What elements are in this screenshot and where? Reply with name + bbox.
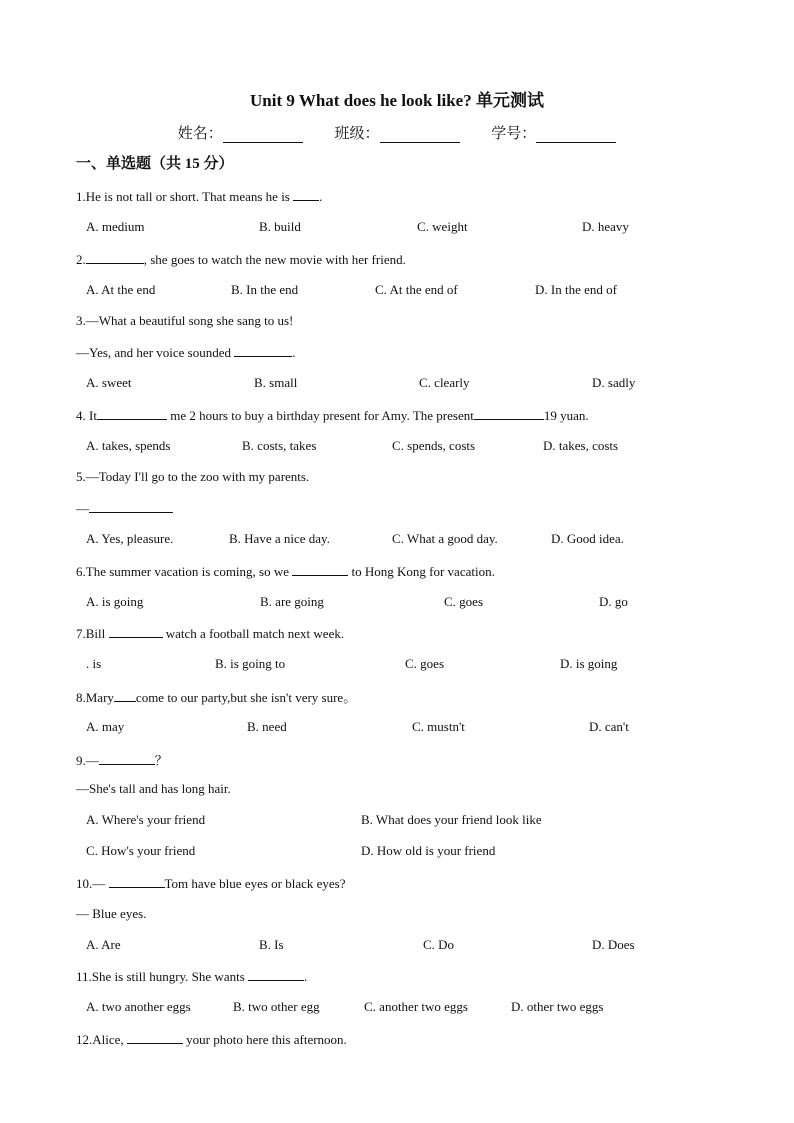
option-4a[interactable]: A. takes, spends bbox=[86, 438, 171, 453]
question-3-line2 bbox=[76, 344, 296, 361]
option-3b[interactable]: B. small bbox=[254, 375, 298, 390]
question-text: ？ bbox=[154, 753, 168, 768]
option-2a[interactable]: A. At the end bbox=[86, 282, 156, 297]
option-9a[interactable]: A. Where's your friend bbox=[86, 812, 206, 827]
option-2d[interactable]: D. In the end of bbox=[535, 282, 617, 297]
name-label: 姓名： bbox=[177, 126, 223, 142]
answer-blank[interactable] bbox=[109, 875, 165, 888]
answer-blank[interactable] bbox=[97, 407, 167, 420]
question-9-line2: —She's tall and has long hair. bbox=[76, 781, 231, 796]
option-5b[interactable]: B. Have a nice day. bbox=[229, 531, 330, 546]
option-2b[interactable]: B. In the end bbox=[231, 282, 299, 297]
student-info-row bbox=[0, 122, 794, 143]
question-text: 10.— bbox=[76, 876, 109, 891]
question-5: 5.—Today I'll go to the zoo with my parents. bbox=[76, 469, 310, 484]
option-8b[interactable]: B. need bbox=[247, 719, 287, 734]
question-8 bbox=[76, 687, 356, 706]
answer-blank[interactable] bbox=[89, 500, 173, 513]
question-text: your photo here this afternoon. bbox=[182, 1032, 347, 1047]
name-field[interactable] bbox=[178, 122, 303, 143]
question-text: 12.Alice, bbox=[76, 1032, 127, 1047]
option-7c[interactable]: C. goes bbox=[405, 656, 444, 671]
option-11c[interactable]: C. another two eggs bbox=[364, 999, 468, 1014]
question-text: come to our party,but she isn't very sure。 bbox=[135, 690, 357, 705]
option-11b[interactable]: B. two other egg bbox=[233, 999, 320, 1014]
option-6c[interactable]: C. goes bbox=[444, 594, 483, 609]
question-5-line2 bbox=[76, 500, 173, 517]
option-8d[interactable]: D. can't bbox=[589, 719, 629, 734]
answer-blank[interactable] bbox=[234, 344, 292, 357]
question-1 bbox=[76, 188, 322, 205]
option-4d[interactable]: D. takes, costs bbox=[543, 438, 619, 453]
option-11a[interactable]: A. two another eggs bbox=[86, 999, 191, 1014]
question-text: Tom have blue eyes or black eyes? bbox=[164, 876, 346, 891]
option-1c[interactable]: C. weight bbox=[417, 219, 468, 234]
option-9c[interactable]: C. How's your friend bbox=[86, 843, 196, 858]
option-5a[interactable]: A. Yes, pleasure. bbox=[86, 531, 174, 546]
name-blank[interactable] bbox=[223, 128, 303, 143]
question-text: watch a football match next week. bbox=[162, 626, 345, 641]
question-text: , she goes to watch the new movie with her friend. bbox=[143, 252, 406, 267]
question-text: 4. It bbox=[76, 408, 97, 423]
question-text: — bbox=[76, 501, 89, 516]
option-7d[interactable]: D. is going bbox=[560, 656, 618, 671]
answer-blank[interactable] bbox=[292, 563, 348, 576]
option-4c[interactable]: C. spends, costs bbox=[392, 438, 476, 453]
answer-blank[interactable] bbox=[248, 968, 304, 981]
option-9d[interactable]: D. How old is your friend bbox=[361, 843, 496, 858]
option-3a[interactable]: A. sweet bbox=[86, 375, 132, 390]
question-7 bbox=[76, 625, 344, 642]
question-2 bbox=[76, 251, 406, 268]
answer-blank[interactable] bbox=[114, 689, 136, 702]
question-text: 19 yuan. bbox=[543, 408, 589, 423]
class-blank[interactable] bbox=[380, 128, 460, 143]
option-5d[interactable]: D. Good idea. bbox=[551, 531, 624, 546]
option-1b[interactable]: B. build bbox=[259, 219, 301, 234]
option-4b[interactable]: B. costs, takes bbox=[242, 438, 317, 453]
option-7b[interactable]: B. is going to bbox=[215, 656, 286, 671]
question-text: 11.She is still hungry. She wants bbox=[76, 969, 249, 984]
page-title: Unit 9 What does he look like? 单元测试 bbox=[250, 91, 544, 110]
question-text: . bbox=[319, 189, 323, 204]
number-field[interactable] bbox=[491, 122, 616, 143]
question-text: 7.Bill bbox=[76, 626, 109, 641]
question-text: 6.The summer vacation is coming, so we bbox=[76, 564, 293, 579]
question-text: . bbox=[304, 969, 308, 984]
option-8a[interactable]: A. may bbox=[86, 719, 125, 734]
question-text: to Hong Kong for vacation. bbox=[348, 564, 495, 579]
question-text: 9.— bbox=[76, 753, 99, 768]
answer-blank[interactable] bbox=[86, 251, 144, 264]
option-10d[interactable]: D. Does bbox=[592, 937, 635, 952]
answer-blank[interactable] bbox=[293, 188, 319, 201]
option-8c[interactable]: C. mustn't bbox=[412, 719, 465, 734]
question-9 bbox=[76, 750, 168, 769]
option-1a[interactable]: A. medium bbox=[86, 219, 145, 234]
number-label: 学号： bbox=[491, 126, 537, 142]
section-title: 一、单选题（共 15 分） bbox=[76, 156, 234, 172]
question-4 bbox=[76, 407, 589, 424]
answer-blank[interactable] bbox=[109, 625, 163, 638]
class-field[interactable] bbox=[334, 122, 459, 143]
option-10a[interactable]: A. Are bbox=[86, 937, 121, 952]
question-10-line2: — Blue eyes. bbox=[76, 906, 147, 921]
option-3c[interactable]: C. clearly bbox=[419, 375, 470, 390]
answer-blank[interactable] bbox=[127, 1031, 183, 1044]
question-text: 8.Mary bbox=[76, 690, 114, 705]
question-10 bbox=[76, 875, 346, 892]
option-7a[interactable]: . is bbox=[86, 656, 102, 671]
question-text: . bbox=[292, 345, 296, 360]
question-12 bbox=[76, 1031, 347, 1048]
question-text: 2. bbox=[76, 252, 86, 267]
option-11d[interactable]: D. other two eggs bbox=[511, 999, 604, 1014]
number-blank[interactable] bbox=[536, 128, 616, 143]
option-10c[interactable]: C. Do bbox=[423, 937, 455, 952]
option-3d[interactable]: D. sadly bbox=[592, 375, 636, 390]
question-6 bbox=[76, 563, 495, 580]
question-text: 1.He is not tall or short. That means he is bbox=[76, 189, 294, 204]
question-text: me 2 hours to buy a birthday present for Amy. The present bbox=[166, 408, 474, 423]
question-3: 3.—What a beautiful song she sang to us! bbox=[76, 313, 294, 328]
option-10b[interactable]: B. Is bbox=[259, 937, 284, 952]
option-2c[interactable]: C. At the end of bbox=[375, 282, 458, 297]
option-6d[interactable]: D. go bbox=[599, 594, 628, 609]
class-label: 班级： bbox=[334, 126, 380, 142]
option-9b[interactable]: B. What does your friend look like bbox=[361, 812, 542, 827]
option-6a[interactable]: A. is going bbox=[86, 594, 144, 609]
answer-blank[interactable] bbox=[474, 407, 544, 420]
answer-blank[interactable] bbox=[99, 752, 155, 765]
option-6b[interactable]: B. are going bbox=[260, 594, 324, 609]
option-1d[interactable]: D. heavy bbox=[582, 219, 629, 234]
question-text: —Yes, and her voice sounded bbox=[76, 345, 235, 360]
question-11 bbox=[76, 968, 307, 985]
option-5c[interactable]: C. What a good day. bbox=[392, 531, 498, 546]
